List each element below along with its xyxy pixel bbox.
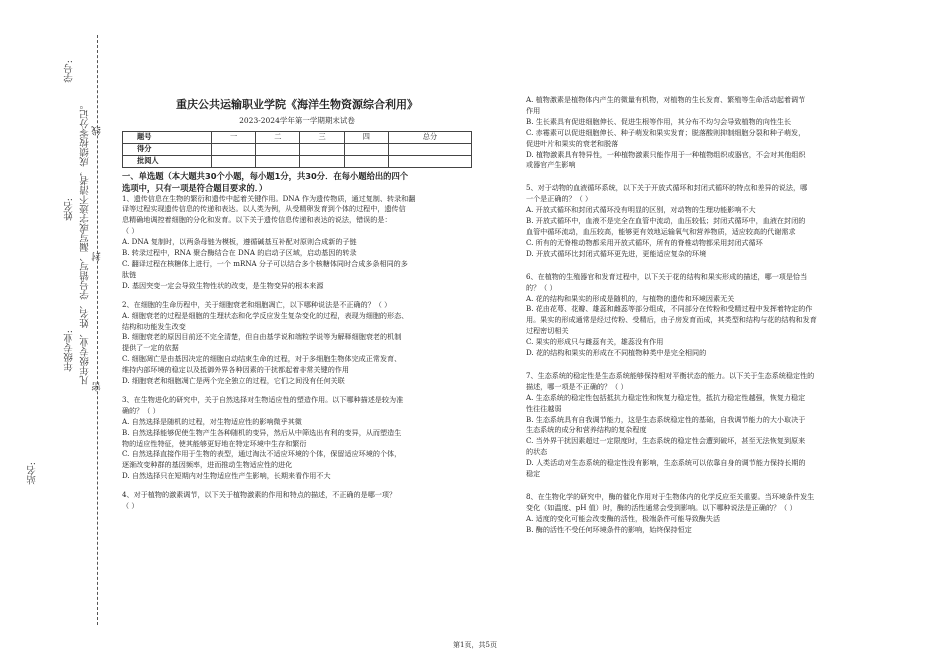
option-line: 提供了一定的依据: [122, 343, 179, 353]
score-header-cell: 一: [212, 131, 256, 143]
question-line: 描述，哪一项是不正确的？（ ）: [526, 381, 628, 391]
option-line: A. 开放式循环和封闭式循环没有明显的区别，对动物的生理功能影响不大: [526, 205, 756, 215]
score-header-cell: 三: [300, 131, 344, 143]
option-line: A. 生态系统的稳定性包括抵抗力稳定性和恢复力稳定性，抵抗力稳定性越强，恢复力稳定: [526, 392, 806, 402]
score-cell[interactable]: [212, 143, 256, 155]
question-line: 7、生态系统的稳定性是生态系统能够保持相对平衡状态的能力。以下关于生态系统稳定性的: [526, 370, 815, 380]
question-1: [122, 194, 472, 292]
question-line: 4、对于植物的激素调节，以下关于植物激素的作用和特点的描述，不正确的是哪一项？: [122, 490, 397, 500]
option-line: C. 细胞凋亡是由基因决定的细胞自动结束生命的过程，对于多细胞生物体完成正常发育、: [122, 354, 402, 364]
question-4: [122, 490, 472, 512]
exam-title: 重庆公共运输职业学院《海洋生物资源综合利用》: [176, 98, 418, 111]
option-line: 物的适应性特征，使其能够更好地在特定环境中生存和繁衍: [122, 438, 307, 448]
option-line: B. 花由花萼、花瓣、雄蕊和雌蕊等部分组成，不同部分在传粉和受精过程中发挥着特定的作: [526, 304, 813, 314]
option-line: D. 开放式循环比封闭式循环更先进，更能适应复杂的环境: [526, 248, 707, 258]
score-cell[interactable]: [388, 155, 471, 167]
score-cell[interactable]: [344, 143, 388, 155]
option-line: 作用: [526, 105, 541, 115]
option-line: B. 转录过程中，RNA 聚合酶结合在 DNA 的启动子区域，启动基因的转录: [122, 248, 357, 258]
question-4-options: [526, 95, 876, 171]
score-header-cell: 总分: [388, 131, 471, 143]
question-line: 6、在植物的生殖器官和发育过程中，以下关于花的结构和果实形成的描述，哪一项是恰当: [526, 271, 808, 281]
option-line: B. 生态系统具有自我调节能力，这是生态系统稳定性的基础，自我调节能力的大小取决于: [526, 414, 806, 424]
option-line: 促进叶片和果实的衰老和脱落: [526, 138, 619, 148]
question-line: 3、在生物进化的研究中，关于自然选择对生物适应性的塑造作用。以下哪种描述是较为准: [122, 394, 404, 404]
question-line: （ ）: [122, 226, 139, 236]
option-line: D. 花的结构和果实的形成在不同植物种类中是完全相同的: [526, 348, 707, 358]
binding-margin: [0, 0, 110, 672]
question-line: 5、对于动物的血液循环系统，以下关于开放式循环和封闭式循环的特点和差异的说法，哪: [526, 183, 808, 193]
score-header-cell: 题号: [123, 131, 212, 143]
option-line: A. 植物激素是植物体内产生的微量有机物，对植物的生长发育、繁殖等生命活动起着调节: [526, 95, 806, 104]
exam-subtitle: 2023-2024学年第一学期期末试卷: [239, 115, 355, 125]
option-line: C. 赤霉素可以促进细胞伸长、种子萌发和果实发育；脱落酸则抑制细胞分裂和种子萌发，: [526, 127, 806, 137]
option-line: C. 果实的形成只与雌蕊有关，雄蕊没有作用: [526, 337, 664, 347]
option-line: B. 细胞衰老的原因目前还不完全清楚，但自由基学说和端粒学说等为解释细胞衰老的机制: [122, 332, 402, 342]
name-label: 姓名:: [64, 198, 75, 221]
question-line: （ ）: [122, 501, 139, 511]
option-line: A. 自然选择是随机的过程，对生物适应性的影响微乎其微: [122, 416, 302, 426]
score-header-cell: 四: [344, 131, 388, 143]
score-cell[interactable]: [256, 143, 300, 155]
score-cell[interactable]: [344, 155, 388, 167]
question-line: 译等过程实现遗传信息的传递和表达。以人类为例，从受精卵发育到个体的过程中，遗传信: [122, 204, 406, 214]
score-cell[interactable]: [300, 155, 344, 167]
major-label: 年级专业:: [64, 330, 75, 372]
section-heading-line: 一、单选题（本大题共30个小题，每小题1分，共30分．在每小题给出的四个: [122, 170, 409, 181]
line-mark: 线: [92, 126, 103, 136]
question-7: [526, 371, 876, 480]
option-line: 的状态: [526, 447, 548, 457]
score-header-cell: 二: [256, 131, 300, 143]
question-line: 的？（ ）: [526, 282, 557, 292]
option-line: 性往往越弱: [526, 403, 562, 413]
question-line: 确的？（ ）: [122, 405, 160, 415]
option-line: 生态系统的成分和营养结构的复杂程度: [526, 425, 647, 435]
score-row-label: 批阅人: [123, 155, 212, 167]
question-line: 8、在生物化学的研究中，酶的催化作用对于生物体内的化学反应至关重要。当环境条件发生: [526, 492, 815, 501]
score-table-header-row: [123, 131, 472, 143]
option-line: D. 自然选择只在短期内对生物适应性产生影响，长期来看作用不大: [122, 471, 331, 481]
option-line: 血管中循环流动，血压较高，能够更有效地运输氧气和营养物质，适应较高的代谢需求: [526, 226, 796, 236]
option-line: 逐渐改变种群的基因频率，进而推动生物适应性的进化: [122, 460, 293, 470]
question-line: 2、在细胞的生命历程中，关于细胞衰老和细胞凋亡，以下哪种说法是不正确的？（ ）: [122, 299, 392, 309]
option-line: B. 生长素具有促进细胞伸长、促进生根等作用，其分布不均匀会导致植物的向性生长: [526, 116, 792, 126]
question-3: [122, 395, 472, 482]
option-line: 用。果实的形成通常是经过传粉、受精后，由子房发育而成，其类型和结构与花的结构和发育: [526, 315, 817, 325]
option-line: C. 翻译过程在核糖体上进行，一个 mRNA 分子可以结合多个核糖体同时合成多条相同的多: [122, 258, 408, 268]
question-8: [526, 492, 876, 536]
student-id-label: 学号:: [64, 60, 75, 83]
option-line: D. 植物激素具有特异性，一种植物激素只能作用于一种植物组织或器官，不会对其他组织: [526, 149, 806, 159]
score-cell[interactable]: [256, 155, 300, 167]
option-line: B. 开放式循环中，血液不是完全在血管中流动，血压较低；封闭式循环中，血液在封闭的: [526, 216, 806, 226]
question-5: [526, 183, 876, 259]
option-line: D. 人类活动对生态系统的稳定性没有影响，生态系统可以依靠自身的调节能力保持长期的: [526, 458, 806, 468]
seat-label: 站名:: [27, 462, 38, 485]
option-line: D. 细胞衰老和细胞凋亡是两个完全独立的过程，它们之间没有任何关联: [122, 376, 345, 386]
question-line: 息精确地调控着细胞的分化和发育。以下关于遗传信息传递和表达的说法，错误的是：: [122, 215, 392, 225]
question-6: [526, 272, 876, 359]
seal-mark: 封: [92, 252, 103, 262]
option-line: 结构和功能发生改变: [122, 321, 186, 331]
option-line: 肽链: [122, 269, 137, 279]
option-line: C. 当外界干扰因素超过一定限度时，生态系统的稳定性会遭到破坏，甚至无法恢复到原来: [526, 436, 806, 446]
score-cell[interactable]: [212, 155, 256, 167]
score-cell[interactable]: [300, 143, 344, 155]
option-line: 或器官产生影响: [526, 160, 576, 170]
left-column: [122, 100, 472, 512]
option-line: 维持内部环境的稳定以及抵御外界各种因素的干扰都起着非常关键的作用: [122, 365, 349, 375]
option-line: B. 自然选择能够促使生物产生各种随机的变异，然后从中筛选出有利的变异，从而塑造生: [122, 427, 402, 437]
option-line: A. 花的结构和果实的形成是随机的，与植物的遗传和环境因素无关: [526, 293, 735, 303]
question-line: 1、遗传信息在生物的繁衍和遗传中起着关键作用。DNA 作为遗传物质，通过复制、转录和翻: [122, 193, 416, 203]
binding-notice: 凡年级专业、姓名、学号错写、漏写或字迹不清者，成绩按零分记。: [80, 100, 91, 385]
score-row-label: 得分: [123, 143, 212, 155]
option-line: A. 细胞衰老的过程是细胞的生理状态和化学反应发生复杂变化的过程，表现为细胞的形态、: [122, 310, 409, 320]
option-line: 过程密切相关: [526, 326, 569, 336]
option-line: B. 酶的活性不受任何环境条件的影响，始终保持恒定: [526, 524, 692, 534]
page-number: 第1页，共5页: [453, 641, 497, 649]
binding-dash-line: [97, 35, 98, 625]
question-line: 一个是正确的？（ ）: [526, 194, 593, 204]
option-line: 稳定: [526, 469, 541, 479]
right-column: [526, 95, 876, 536]
section-heading: [122, 170, 472, 194]
option-line: A. 适度的变化可能会改变酶的活性，极端条件可能导致酶失活: [526, 513, 721, 523]
option-line: A. DNA 复制时，以两条母链为模板，遵循碱基互补配对原则合成新的子链: [122, 237, 357, 247]
score-table-row: [123, 143, 472, 155]
score-table-row: [123, 155, 472, 167]
question-2: [122, 300, 472, 387]
score-table: [122, 131, 472, 168]
option-line: C. 所有的无脊椎动物都采用开放式循环，所有的脊椎动物都采用封闭式循环: [526, 237, 763, 247]
score-cell[interactable]: [388, 143, 471, 155]
option-line: D. 基因突变一定会导致生物性状的改变，是生物变异的根本来源: [122, 280, 324, 290]
tight-mark: 密: [92, 382, 103, 392]
option-line: C. 自然选择直接作用于生物的表型，通过淘汰不适应环境的个体，保留适应环境的个体，: [122, 449, 402, 459]
section-heading-line: 选项中，只有一项是符合题目要求的．）: [122, 182, 268, 193]
question-line: 变化（如温度、pH 值）时，酶的活性通常会受到影响。以下哪种说法是正确的？（ ）: [526, 502, 797, 512]
